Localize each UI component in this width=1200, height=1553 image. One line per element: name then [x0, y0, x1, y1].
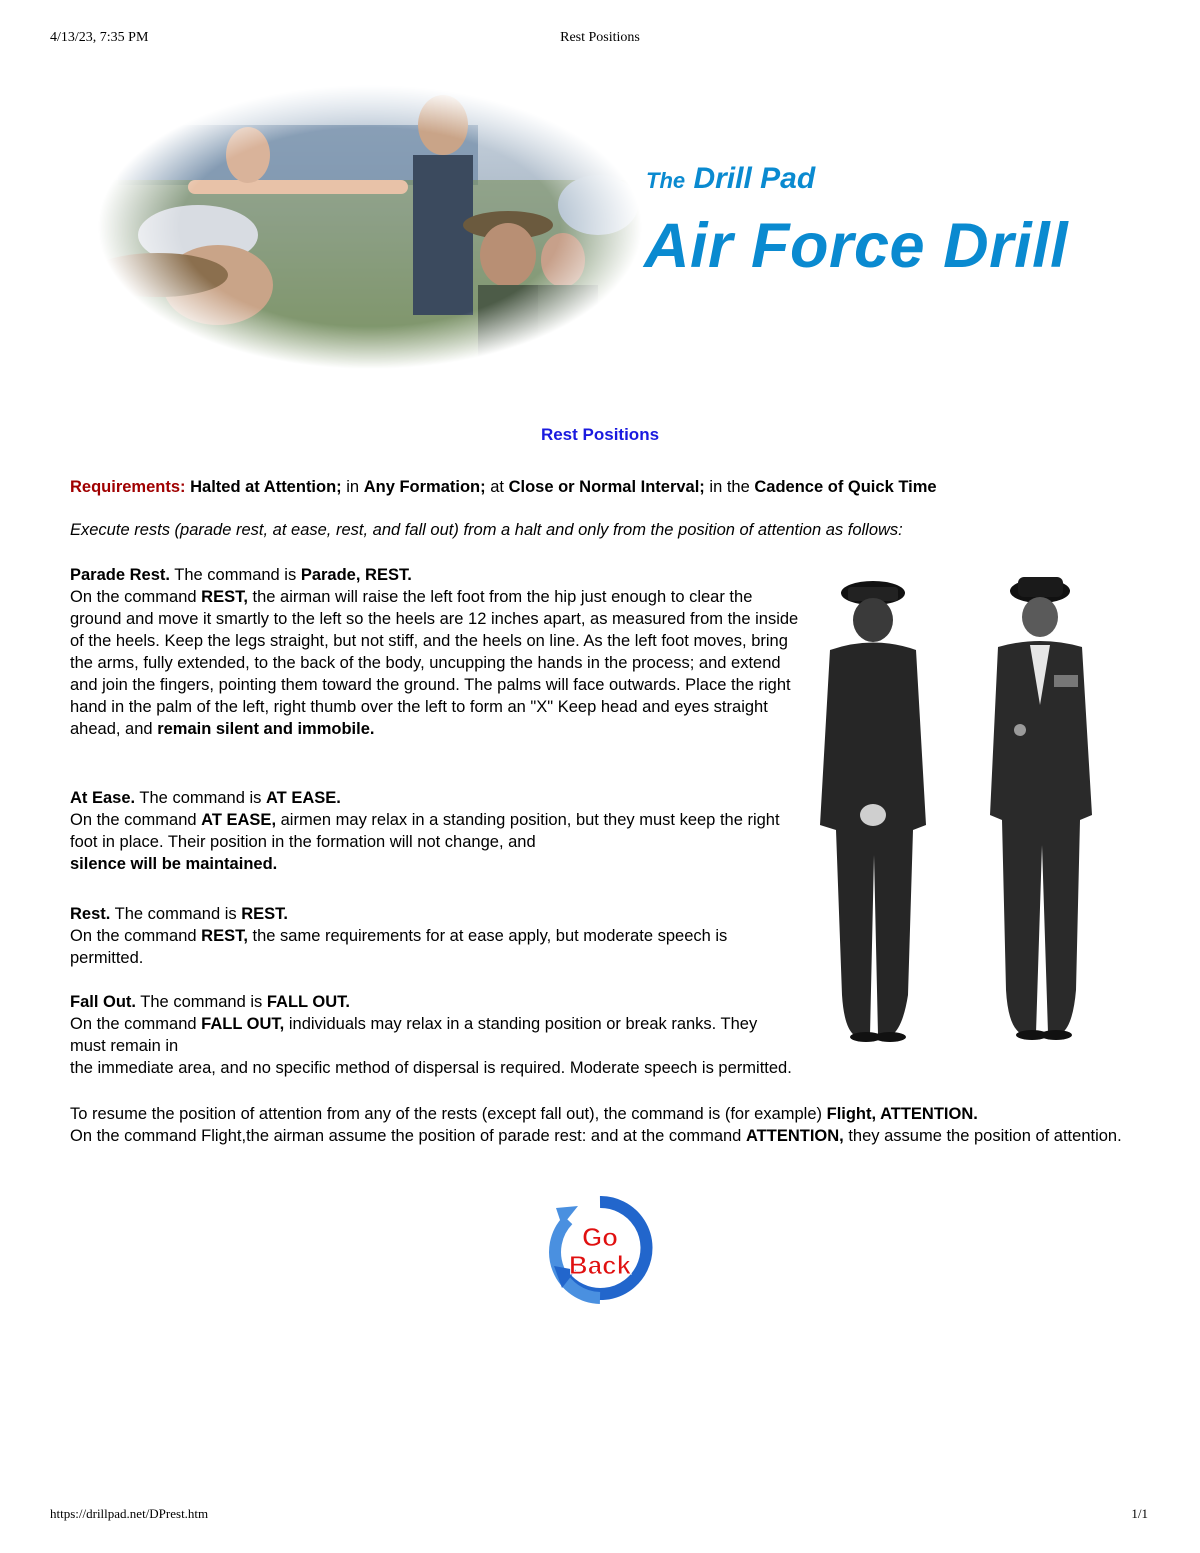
- req-in: in: [346, 478, 360, 496]
- resume-text2: On the command Flight,the airman assume the position of parade rest: and at the command: [70, 1127, 742, 1145]
- rest-section: [70, 903, 770, 969]
- rest-cmd-intro: The command is: [114, 905, 237, 923]
- parade-rest-body: the airman will raise the left foot from the hip just enough to clear the ground and move it smartly to the left so the heels are 12 inches apart, as measured from the inside of the heels. Keep the legs straight, but not stiff, and the heels on line. As the left foot moves, bring the arms, fully extended, to the back of the body, uncupping the hands in the process; and extend and join the fingers, pointing them toward the ground. The palms will face outwards. Place the right hand in the palm of the left, right thumb over the left to form an "X" Keep head and eyes straight ahead, and: [70, 588, 799, 738]
- print-header-date: 4/13/23, 7:35 PM: [50, 30, 149, 45]
- resume-cmd2: ATTENTION,: [745, 1127, 844, 1145]
- rest-body: the same requirements for at ease apply, but moderate speech is permitted.: [70, 927, 728, 967]
- fall-out-section: [70, 991, 792, 1079]
- at-ease-body: airmen may relax in a standing position, but they must keep the right foot in place. Their position in the formation will not change, and: [70, 811, 780, 851]
- go-back-button[interactable]: [548, 1196, 653, 1304]
- parade-rest-end: remain silent and immobile.: [157, 720, 375, 738]
- resume-cmd1: Flight, ATTENTION.: [826, 1105, 978, 1123]
- parade-rest-cmd-intro: The command is: [174, 566, 297, 584]
- fall-out-on-cmd: FALL OUT,: [201, 1015, 285, 1033]
- parade-rest-heading: Parade Rest.: [70, 566, 170, 584]
- resume-text3: they assume the position of attention.: [848, 1127, 1122, 1145]
- fall-out-on: On the command: [70, 1015, 197, 1033]
- fall-out-heading: Fall Out.: [70, 993, 136, 1011]
- at-ease-on-cmd: AT EASE,: [201, 811, 277, 829]
- at-ease-cmd-intro: The command is: [139, 789, 262, 807]
- parade-rest-cmd: Parade, REST.: [300, 566, 412, 584]
- parade-rest-figures-image: [808, 565, 1133, 1045]
- fall-out-cont: the immediate area, and no specific method of dispersal is required. Moderate speech is permitted.: [70, 1059, 792, 1077]
- at-ease-section: [70, 787, 790, 875]
- at-ease-cmd: AT EASE.: [265, 789, 341, 807]
- parade-rest-on-cmd: REST,: [201, 588, 248, 606]
- req-halted: Halted at Attention;: [190, 478, 342, 496]
- req-formation: Any Formation;: [363, 478, 486, 496]
- req-in-the: in the: [709, 478, 750, 496]
- brand-the: The: [646, 168, 686, 193]
- at-ease-end: silence will be maintained.: [70, 855, 278, 873]
- requirements-line: [70, 476, 1170, 498]
- figure-back-view: [820, 581, 926, 1042]
- rest-on: On the command: [70, 927, 197, 945]
- fall-out-body: individuals may relax in a standing position or break ranks. They must remain in: [70, 1015, 758, 1055]
- go-back-line1: Go: [581, 1222, 619, 1252]
- req-at: at: [490, 478, 504, 496]
- brand-subtitle: [646, 162, 815, 196]
- section-title: Rest Positions: [540, 425, 660, 444]
- rest-cmd: REST.: [241, 905, 288, 923]
- print-footer-url: https://drillpad.net/DPrest.htm: [50, 1506, 209, 1521]
- fall-out-cmd: FALL OUT.: [266, 993, 350, 1011]
- brand-title: Air Force Drill: [644, 211, 1069, 281]
- at-ease-heading: At Ease.: [70, 789, 136, 807]
- rest-heading: Rest.: [70, 905, 111, 923]
- resume-text1: To resume the position of attention from any of the rests (except fall out), the command is (for example): [70, 1105, 823, 1123]
- print-header-title: Rest Positions: [560, 30, 640, 45]
- banner-photo-collage: [98, 85, 643, 370]
- print-footer-page: 1/1: [1131, 1506, 1148, 1521]
- brand-drill-pad: Drill Pad: [693, 162, 816, 195]
- requirements-label: Requirements:: [70, 478, 186, 496]
- fall-out-cmd-intro: The command is: [140, 993, 263, 1011]
- parade-rest-on: On the command: [70, 588, 197, 606]
- resume-section: [70, 1103, 1150, 1147]
- go-back-line2: Back: [568, 1250, 632, 1280]
- parade-rest-section: [70, 564, 800, 740]
- rest-on-cmd: REST,: [201, 927, 248, 945]
- at-ease-on: On the command: [70, 811, 197, 829]
- req-cadence: Cadence of Quick Time: [754, 478, 937, 496]
- figure-front-view: [990, 577, 1092, 1040]
- intro-text: Execute rests (parade rest, at ease, rest, and fall out) from a halt and only from the position of attention as follows:: [70, 521, 903, 539]
- req-interval: Close or Normal Interval;: [508, 478, 705, 496]
